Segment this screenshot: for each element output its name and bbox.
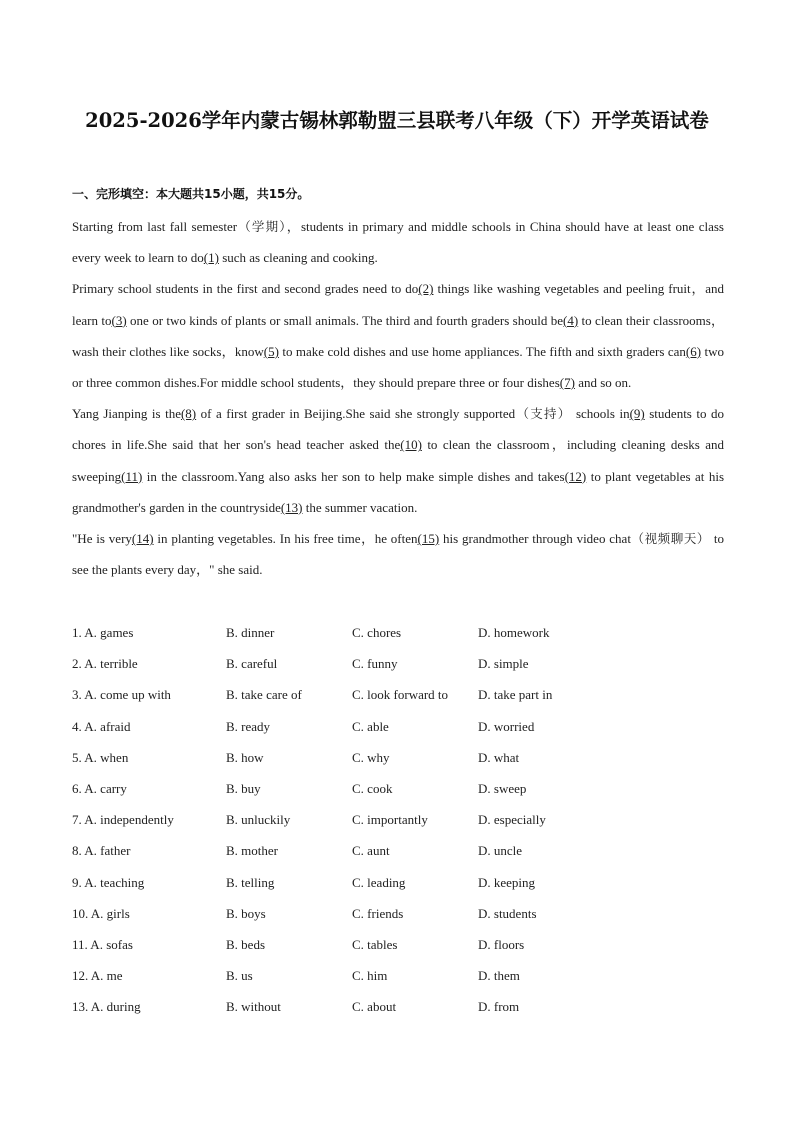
option-d[interactable]: D. take part in [478, 687, 553, 703]
option-a[interactable]: 2. A. terrible [72, 656, 138, 672]
option-b[interactable]: B. boys [226, 905, 266, 921]
option-a[interactable]: 1. A. games [72, 625, 134, 640]
option-d[interactable]: D. keeping [478, 874, 536, 890]
option-d[interactable]: D. them [478, 968, 520, 984]
option-c[interactable]: C. about [352, 999, 397, 1015]
option-c[interactable]: C. why [352, 749, 390, 765]
blank-4: (4) [562, 312, 579, 328]
question-row [72, 960, 724, 991]
passage-paragraph-3 [72, 398, 724, 523]
blank-13: (13) [280, 499, 303, 515]
option-b[interactable]: B. without [226, 999, 281, 1015]
option-a[interactable]: 12. A. me [72, 968, 123, 984]
option-d[interactable]: D. sweep [478, 780, 527, 796]
passage-paragraph-2 [72, 273, 724, 398]
question-options [72, 617, 724, 1022]
option-c[interactable]: C. chores [352, 625, 402, 640]
option-c[interactable]: C. leading [352, 874, 406, 890]
option-a[interactable]: 6. A. carry [72, 780, 127, 796]
option-a[interactable]: 11. A. sofas [72, 936, 133, 952]
question-row [72, 867, 724, 898]
option-c[interactable]: C. funny [352, 656, 398, 672]
option-a[interactable]: 13. A. during [72, 999, 141, 1015]
blank-1: (1) [203, 250, 219, 266]
blank-11: (11) [121, 468, 143, 484]
option-b[interactable]: B. take care of [226, 687, 302, 703]
option-d[interactable]: D. what [478, 749, 520, 765]
passage-text: of a first grader in Beijing.She said she strongly supported [196, 406, 516, 422]
passage-text: Primary school students in the first and second grades need to do [72, 281, 419, 297]
option-a[interactable]: 3. A. come up with [72, 687, 171, 703]
passage-text: to clean their classrooms，wash their clothes like socks，know [72, 312, 724, 359]
question-row [72, 804, 724, 835]
passage-text: the summer vacation. [302, 499, 418, 515]
option-c[interactable]: C. look forward to [352, 687, 449, 703]
blank-10: (10) [400, 437, 422, 453]
passage-gloss: （视频聊天） [630, 531, 711, 547]
option-d[interactable]: D. worried [478, 718, 535, 734]
passage-text: to make cold dishes and use home appliances. The fifth and sixth graders can [278, 343, 686, 359]
option-d[interactable]: D. floors [478, 936, 525, 952]
option-b[interactable]: B. ready [226, 718, 271, 734]
question-row [72, 617, 724, 648]
blank-8: (8) [180, 406, 197, 422]
passage-paragraph-1 [72, 211, 724, 273]
option-d[interactable]: D. especially [478, 812, 546, 828]
option-c[interactable]: C. cook [352, 780, 393, 796]
exam-title: 2025-2026学年内蒙古锡林郭勒盟三县联考八年级（下）开学英语试卷 [85, 109, 709, 132]
blank-9: (9) [629, 406, 645, 422]
option-c[interactable]: C. able [352, 718, 389, 734]
option-a[interactable]: 9. A. teaching [72, 874, 145, 890]
option-a[interactable]: 5. A. when [72, 749, 129, 765]
option-c[interactable]: C. him [352, 968, 388, 984]
section-heading: 一、完形填空：本大题共15小题，共15分。 [72, 187, 310, 201]
option-a[interactable]: 10. A. girls [72, 905, 130, 921]
passage-text: schools in [571, 406, 630, 422]
option-b[interactable]: B. mother [226, 843, 278, 859]
option-d[interactable]: D. students [478, 905, 537, 921]
question-row [72, 991, 724, 1022]
passage-text: "He is very [72, 531, 132, 547]
blank-3: (3) [111, 312, 127, 328]
option-b[interactable]: B. careful [226, 656, 278, 672]
passage-gloss: （学期） [237, 219, 287, 234]
blank-7: (7) [559, 375, 575, 391]
passage-text: such as cleaning and cooking. [218, 250, 378, 266]
blank-6: (6) [685, 343, 702, 359]
passage-text: one or two kinds of plants or small animals. The third and fourth graders should be [126, 312, 563, 328]
passage-gloss: （支持） [515, 406, 572, 422]
passage-text: students to do chores in life.She said that her son's head teacher asked the [72, 406, 724, 453]
passage-text: two or three common dishes.For middle school students，they should prepare three or four dishes [72, 343, 725, 391]
option-d[interactable]: D. homework [478, 625, 550, 640]
question-row [72, 711, 724, 742]
blank-5: (5) [263, 343, 279, 359]
option-c[interactable]: C. aunt [352, 843, 390, 859]
question-row [72, 898, 724, 929]
option-a[interactable]: 8. A. father [72, 843, 131, 859]
option-d[interactable]: D. uncle [478, 843, 523, 859]
blank-14: (14) [131, 531, 154, 547]
blank-2: (2) [418, 281, 434, 297]
option-b[interactable]: B. how [226, 749, 264, 765]
option-a[interactable]: 7. A. independently [72, 812, 174, 828]
passage-text: to clean the classroom，including cleaning desks and sweeping [72, 437, 724, 484]
option-a[interactable]: 4. A. afraid [72, 718, 131, 734]
passage-text: ，students in primary and middle schools in China should have at least one class every week to learn to do [72, 219, 724, 266]
question-row [72, 679, 724, 710]
question-row [72, 648, 724, 679]
option-b[interactable]: B. unluckily [226, 812, 291, 828]
option-b[interactable]: B. beds [226, 936, 265, 952]
passage-paragraph-4 [72, 523, 724, 585]
blank-15: (15) [417, 531, 440, 547]
passage-text: things like washing vegetables and peeling fruit，and learn to [72, 281, 725, 328]
option-c[interactable]: C. importantly [352, 812, 428, 828]
question-row [72, 835, 724, 866]
option-b[interactable]: B. buy [226, 780, 261, 796]
option-b[interactable]: B. dinner [226, 625, 275, 640]
passage-text: Starting from last fall semester [72, 219, 238, 234]
option-d[interactable]: D. simple [478, 656, 529, 672]
blank-12: (12) [564, 468, 587, 484]
passage-text: to see the plants every day，" she said. [72, 531, 724, 578]
option-d[interactable]: D. from [478, 999, 520, 1015]
cloze-passage [72, 211, 724, 585]
option-c[interactable]: C. friends [352, 905, 404, 921]
option-b[interactable]: B. us [226, 968, 253, 984]
passage-text: in planting vegetables. In his free time，he often [153, 531, 418, 547]
option-c[interactable]: C. tables [352, 936, 398, 952]
passage-text: his grandmother through video chat [439, 531, 631, 547]
question-row [72, 742, 724, 773]
option-b[interactable]: B. telling [226, 874, 275, 890]
question-row [72, 929, 724, 960]
passage-text: and so on. [574, 375, 632, 391]
passage-text: Yang Jianping is the [72, 406, 181, 422]
passage-text: to plant vegetables at his grandmother's garden in the countryside [72, 468, 724, 515]
passage-text: in the classroom.Yang also asks her son to help make simple dishes and takes [142, 468, 565, 484]
question-row [72, 773, 724, 804]
